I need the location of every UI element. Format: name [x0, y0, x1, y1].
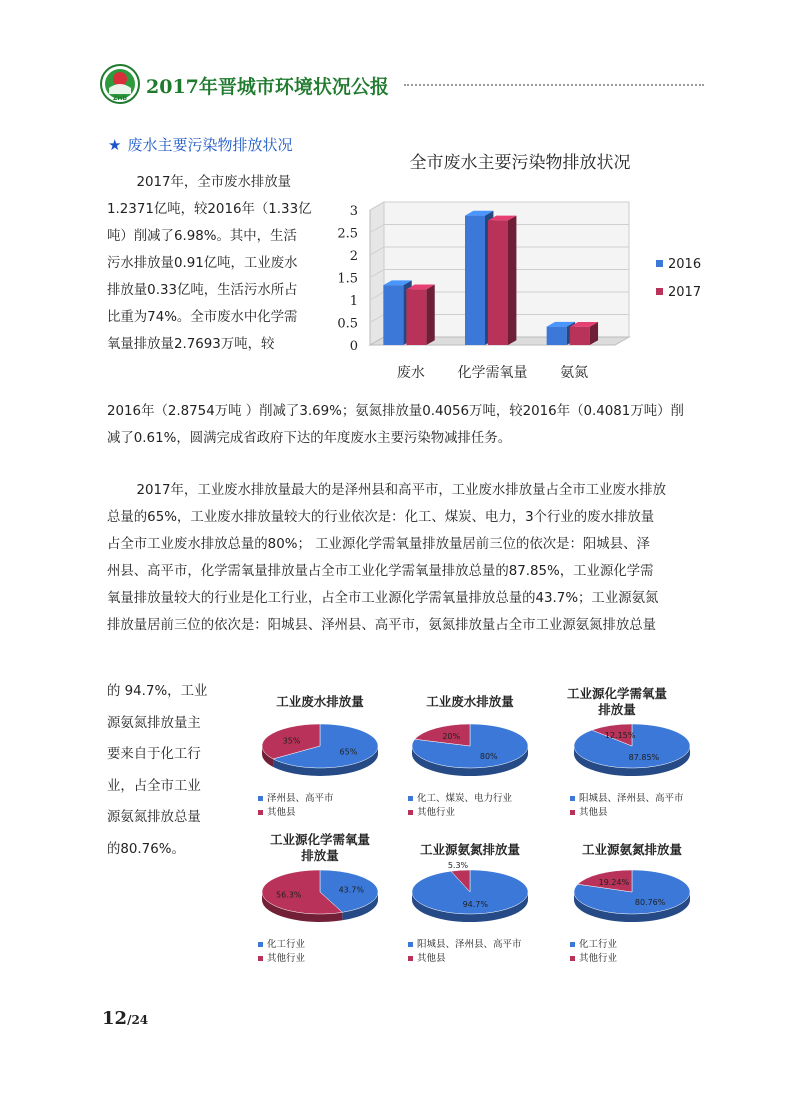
text-line: 排放量0.33亿吨，生活污水所占	[107, 283, 298, 298]
pie-title: 工业源氨氮排放量	[419, 842, 520, 857]
section-heading	[108, 134, 292, 155]
legend-label: 其他行业	[267, 953, 306, 964]
pie-value-label: 19.24%	[598, 878, 630, 888]
legend-label: 泽州县、高平市	[267, 793, 334, 804]
pie-value-label: 80%	[479, 751, 498, 761]
pie-value-label: 87.85%	[628, 753, 660, 763]
paragraph-1	[107, 169, 325, 358]
legend-entry	[258, 792, 334, 806]
legend-swatch	[656, 288, 663, 295]
text-line: 的80.76%。	[107, 841, 185, 857]
legend-label: 阳城县、泽州县、高平市	[579, 793, 684, 804]
legend-label: 2017	[668, 285, 702, 300]
text-line: 州县、高平市，化学需氧量排放量占全市工业化学需氧量排放总量的87.85%，工业源化学需	[107, 564, 654, 579]
text-line: 占全市工业废水排放总量的80%； 工业源化学需氧量排放量居前三位的依次是：阳城县、泽	[107, 537, 650, 552]
y-tick-label: 0	[349, 339, 358, 354]
pie-title: 工业废水排放量	[276, 694, 364, 709]
text-line: 比重为74%。全市废水中化学需	[107, 310, 298, 325]
legend-label: 其他行业	[417, 807, 456, 818]
pie-legend	[408, 792, 512, 820]
chart-title: 全市废水主要污染物排放状况	[409, 153, 631, 173]
text-line: 2016年（2.8754万吨 ）削减了3.69%；氨氮排放量0.4056万吨，较2016年（0.4081万吨）削	[107, 404, 684, 419]
y-tick-label: 2.5	[337, 226, 358, 242]
section-heading-text: 废水主要污染物排放状况	[127, 136, 293, 154]
pie-graphic	[250, 866, 390, 932]
page-number	[102, 1008, 148, 1029]
pie-title: 工业源化学需氧量排放量	[566, 686, 667, 717]
text-line: 2017年，全市废水排放量	[136, 175, 292, 190]
pie-value-label: 5.3%	[447, 860, 469, 870]
pie-graphic	[562, 866, 702, 932]
pie-chart-4	[250, 832, 390, 967]
bar-side	[508, 216, 516, 345]
legend-entry	[408, 806, 512, 820]
pie-value-label: 12.15%	[604, 730, 636, 740]
legend-swatch	[408, 942, 413, 947]
text-line: 1.2371亿吨，较2016年（1.33亿	[107, 202, 312, 217]
text-line: 总量的65%，工业废水排放量较大的行业依次是：化工、煤炭、电力，3个行业的废水排放量	[107, 510, 655, 525]
page-header	[100, 60, 410, 106]
y-tick-label: 1.5	[337, 271, 358, 287]
text-line: 吨）削减了6.98%。其中，生活	[107, 229, 297, 244]
pie-legend	[258, 938, 305, 966]
pie-title: 工业废水排放量	[426, 694, 514, 709]
legend-entry	[258, 952, 305, 966]
legend-entry	[570, 806, 684, 820]
bar	[383, 285, 403, 345]
pie-chart-3	[562, 686, 702, 821]
pie-title: 工业源化学需氧量排放量	[269, 832, 370, 863]
page-current: 12	[102, 1008, 128, 1029]
paragraph-1-continued	[107, 398, 697, 452]
pie-graphic	[400, 860, 540, 932]
legend-swatch	[570, 810, 575, 815]
legend-swatch	[408, 956, 413, 961]
pie-chart-5	[400, 832, 540, 967]
legend-swatch	[570, 956, 575, 961]
legend-swatch	[570, 796, 575, 801]
legend-label: 其他县	[417, 953, 446, 964]
text-line: 源氨氮排放量主	[107, 715, 201, 731]
legend-entry	[570, 938, 617, 952]
paragraph-2	[107, 477, 697, 639]
bar	[406, 289, 426, 345]
pie-graphic	[562, 720, 702, 786]
y-tick-label: 0.5	[337, 316, 358, 332]
legend-swatch	[258, 810, 263, 815]
x-tick-label: 化学需氧量	[457, 365, 528, 381]
star-icon: ★	[108, 136, 122, 154]
paragraph-2-side	[107, 676, 227, 865]
pie-value-label: 56.3%	[276, 890, 302, 900]
pie-legend	[570, 938, 617, 966]
pie-legend	[408, 938, 522, 966]
y-tick-label: 3	[349, 204, 358, 219]
header-dotted-rule	[404, 84, 704, 86]
pie-value-label: 65%	[339, 747, 358, 757]
pie-graphic	[250, 720, 390, 786]
legend-label: 化工行业	[267, 939, 306, 950]
pie-title: 工业源氨氮排放量	[581, 842, 682, 857]
environmental-protection-logo	[100, 64, 140, 104]
pie-chart-6	[562, 832, 702, 967]
pie-value-label: 80.76%	[634, 897, 666, 907]
legend-swatch	[258, 942, 263, 947]
text-line: 要来自于化工行	[107, 747, 201, 762]
x-tick-label: 氨氮	[560, 365, 589, 381]
x-tick-label: 废水	[396, 365, 425, 381]
legend-swatch	[570, 942, 575, 947]
legend-label: 化工行业	[579, 939, 618, 950]
legend-entry	[408, 792, 512, 806]
legend-swatch	[408, 810, 413, 815]
legend-label: 其他行业	[579, 953, 618, 964]
pie-legend	[258, 792, 334, 820]
legend-label: 2016	[668, 257, 702, 272]
legend-swatch	[656, 260, 663, 267]
text-line: 排放量居前三位的依次是：阳城县、泽州县、高平市，氨氮排放量占全市工业源氨氮排放总量	[107, 618, 657, 633]
pie-value-label: 35%	[282, 736, 301, 746]
bar	[570, 327, 590, 345]
bar-side	[426, 285, 434, 345]
y-tick-label: 1	[349, 294, 358, 309]
y-tick-label: 2	[349, 249, 358, 264]
bar	[488, 220, 508, 345]
pie-value-label: 20%	[442, 732, 461, 742]
report-title: 2017年晋城市环境状况公报	[146, 76, 389, 98]
legend-label: 阳城县、泽州县、高平市	[417, 939, 522, 950]
pie-value-label: 43.7%	[338, 885, 364, 895]
legend-entry	[570, 952, 617, 966]
bar-chart	[330, 140, 720, 405]
bar	[547, 327, 567, 345]
legend-swatch	[258, 796, 263, 801]
page-total: /24	[127, 1013, 149, 1027]
text-line: 源氨氮排放总量	[107, 810, 201, 825]
text-line: 业，占全市工业	[107, 778, 201, 794]
pie-chart-1	[250, 686, 390, 821]
text-line: 污水排放量0.91亿吨，工业废水	[107, 256, 298, 271]
legend-entry	[258, 806, 334, 820]
bar	[465, 216, 485, 345]
legend-label: 其他县	[579, 807, 608, 818]
text-line: 减了0.61%，圆满完成省政府下达的年度废水主要污染物减排任务。	[107, 431, 512, 446]
text-line: 氧量排放量较大的行业是化工行业，占全市工业源化学需氧量排放总量的43.7%；工业源氨氮	[107, 591, 659, 606]
text-line: 的 94.7%，工业	[107, 684, 208, 699]
legend-label: 其他县	[267, 807, 296, 818]
legend-swatch	[408, 796, 413, 801]
logo-text: ZHB	[113, 95, 127, 102]
legend-entry	[408, 938, 522, 952]
text-line: 氧量排放量2.7693万吨，较	[107, 337, 275, 352]
pie-graphic	[400, 720, 540, 786]
pie-value-label: 94.7%	[462, 899, 488, 909]
legend-entry	[408, 952, 522, 966]
legend-entry	[258, 938, 305, 952]
legend-swatch	[258, 956, 263, 961]
pie-legend	[570, 792, 684, 820]
pie-chart-2	[400, 686, 540, 821]
legend-label: 化工、煤炭、电力行业	[417, 793, 513, 804]
text-line: 2017年，工业废水排放量最大的是泽州县和高平市，工业废水排放量占全市工业废水排放	[136, 483, 666, 498]
legend-entry	[570, 792, 684, 806]
